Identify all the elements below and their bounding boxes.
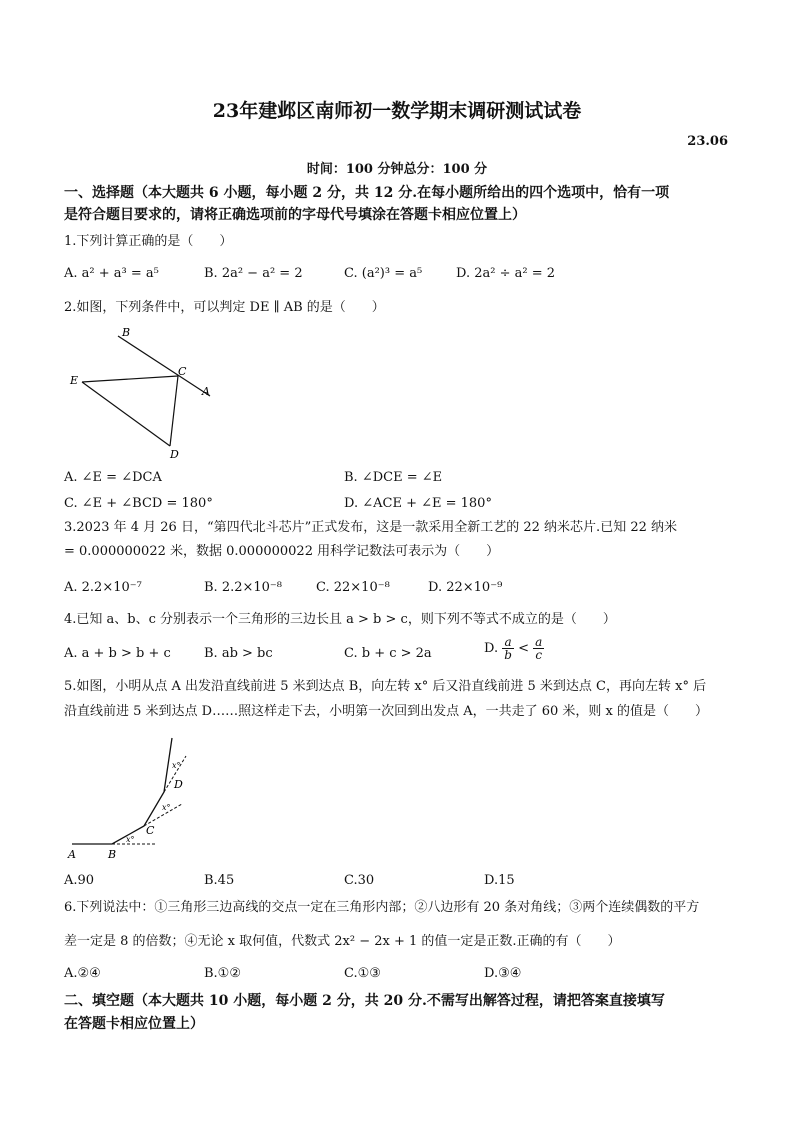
q2-figure <box>60 322 230 462</box>
q1-option-c: C. (a²)³ = a⁵ <box>344 266 423 281</box>
q4-option-d-lt: < <box>518 641 529 656</box>
q2-label-d: D <box>170 448 179 461</box>
q5-angle-b: x° <box>126 835 135 844</box>
q2-option-b: B. ∠DCE = ∠E <box>344 470 443 485</box>
q5-label-b: B <box>108 848 117 861</box>
q2-line-ec <box>82 376 178 382</box>
q5-label-c: C <box>146 824 155 837</box>
q2-label-a: A <box>202 385 210 398</box>
q4-option-a: A. a + b > b + c <box>64 646 171 661</box>
q1-option-b: B. 2a² − a² = 2 <box>204 266 303 281</box>
q3-option-b: B. 2.2×10⁻⁸ <box>204 580 282 595</box>
q2-label-c: C <box>178 365 187 378</box>
q5-stem-line1: 5.如图，小明从点 A 出发沿直线前进 5 米到达点 B，向左转 x° 后又沿直线前进 5 米到达点 C，再向左转 x° 后 <box>64 679 707 694</box>
q5-path <box>72 738 172 844</box>
q2-option-a: A. ∠E = ∠DCA <box>64 470 162 485</box>
q4-frac2-numerator: a <box>535 635 543 649</box>
q4-frac1-numerator: a <box>504 635 512 649</box>
q3-stem-line2: = 0.000000022 米，数据 0.000000022 用科学记数法可表示为（ ） <box>64 544 500 559</box>
q1-option-a: A. a² + a³ = a⁵ <box>64 266 159 281</box>
q5-option-b: B.45 <box>204 873 235 888</box>
q3-option-d: D. 22×10⁻⁹ <box>428 580 503 595</box>
q2-option-c: C. ∠E + ∠BCD = 180° <box>64 496 213 511</box>
q4-frac2-denominator: c <box>533 648 544 661</box>
q5-label-a: A <box>68 848 76 861</box>
q3-option-c: C. 22×10⁻⁸ <box>316 580 390 595</box>
q3-stem-line1: 3.2023 年 4 月 26 日，“第四代北斗芯片”正式发布，这是一款采用全新工艺的 22 纳米芯片.已知 22 纳米 <box>64 520 677 535</box>
q2-label-e: E <box>70 374 79 387</box>
q5-option-c: C.30 <box>344 873 375 888</box>
q1-option-d: D. 2a² ÷ a² = 2 <box>456 266 556 281</box>
q6-stem-line2: 差一定是 8 的倍数；④无论 x 取何值，代数式 2x² − 2x + 1 的值一定是正数.正确的有（ ） <box>64 934 621 949</box>
time-info: 时间：100 分钟总分：100 分 <box>306 162 488 177</box>
q6-option-b: B.①② <box>204 966 241 981</box>
q4-option-b: B. ab > bc <box>204 646 273 661</box>
q3-option-a: A. 2.2×10⁻⁷ <box>64 580 142 595</box>
q6-option-a: A.②④ <box>64 966 101 981</box>
q2-line-cd <box>170 376 178 446</box>
q5-stem-line2: 沿直线前进 5 米到达点 D……照这样走下去，小明第一次回到出发点 A，一共走了 60 米，则 x 的值是（ ） <box>64 704 709 719</box>
q5-figure <box>60 730 220 866</box>
exam-date: 23.06 <box>687 134 728 149</box>
q5-angle-d: x° <box>172 761 181 770</box>
q2-line-ed <box>82 382 170 446</box>
q5-option-d: D.15 <box>484 873 515 888</box>
q2-option-d: D. ∠ACE + ∠E = 180° <box>344 496 492 511</box>
q2-line-ab <box>118 336 210 396</box>
exam-title: 23年建邺区南师初一数学期末调研测试试卷 <box>212 100 582 122</box>
q1-stem: 1.下列计算正确的是（ ） <box>64 234 233 249</box>
q5-label-d: D <box>174 778 183 791</box>
q4-option-c: C. b + c > 2a <box>344 646 432 661</box>
q4-stem: 4.已知 a、b、c 分别表示一个三角形的三边长且 a > b > c，则下列不等式不成立的是（ ） <box>64 612 616 627</box>
q4-option-d-frac1 <box>502 636 514 661</box>
q4-option-d-frac2 <box>533 636 544 661</box>
q4-frac1-denominator: b <box>504 648 512 662</box>
section1-heading-line2: 是符合题目要求的，请将正确选项前的字母代号填涂在答题卡相应位置上） <box>64 207 526 223</box>
q6-option-c: C.①③ <box>344 966 381 981</box>
section1-heading-line1: 一、选择题（本大题共 6 小题，每小题 2 分，共 12 分.在每小题所给出的四个选项中，恰有一项 <box>64 185 670 201</box>
q2-stem: 2.如图，下列条件中，可以判定 DE ∥ AB 的是（ ） <box>64 300 385 315</box>
q6-stem-line1: 6.下列说法中：①三角形三边高线的交点一定在三角形内部；②八边形有 20 条对角线；③两个连续偶数的平方 <box>64 900 700 915</box>
q2-label-b: B <box>122 326 131 339</box>
q6-option-d: D.③④ <box>484 966 522 981</box>
q4-option-d <box>484 636 544 661</box>
section2-heading-line1: 二、填空题（本大题共 10 小题，每小题 2 分，共 20 分.不需写出解答过程，请把答案直接填写 <box>64 993 665 1009</box>
section2-heading-line2: 在答题卡相应位置上） <box>64 1016 204 1032</box>
q5-angle-c: x° <box>162 803 171 812</box>
q5-option-a: A.90 <box>64 873 95 888</box>
q4-option-d-prefix: D. <box>484 641 499 656</box>
